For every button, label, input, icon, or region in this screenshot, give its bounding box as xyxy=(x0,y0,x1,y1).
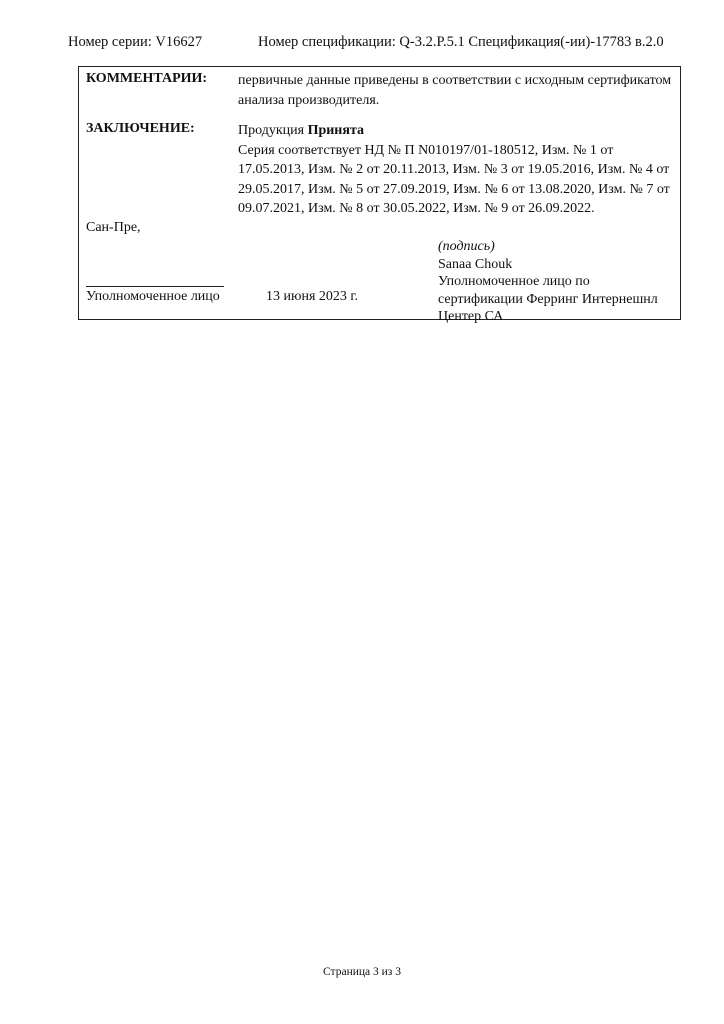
signature-place: Сан-Пре, xyxy=(86,220,141,235)
signer-name: Sanaa Chouk xyxy=(438,256,513,272)
certificate-box xyxy=(78,66,681,324)
product-status: Принята xyxy=(307,123,364,138)
signer-block xyxy=(438,238,678,326)
comments-text: первичные данные приведены в соответствии с исходным сертификатом анализа производителя. xyxy=(238,73,672,108)
page-header xyxy=(68,34,678,54)
signature-date: 13 июня 2023 г. xyxy=(266,289,359,304)
signature-line xyxy=(86,286,224,287)
product-status-line xyxy=(238,121,678,141)
comments-label: КОММЕНТАРИИ: xyxy=(86,71,208,86)
spec-number: Номер спецификации: Q-3.2.P.5.1 Спецификация(-ии)-17783 в.2.0 xyxy=(258,34,664,50)
series-number: Номер серии: V16627 xyxy=(68,34,203,50)
conclusion-label: ЗАКЛЮЧЕНИЕ: xyxy=(86,121,195,136)
conformity-text: Серия соответствует НД № П N010197/01-180512, Изм. № 1 от 17.05.2013, Изм. № 2 от 20.11.2013, Изм. № 3 от 19.05.2016, Изм. № 4 от 29.05.2017, Изм. № 5 от 27.09.2019, Изм. № 6 от 13.08.2020, Изм. № 7 от 09.07.2021, Изм. № 8 от 30.05.2022, Изм. № 9 от 26.09.2022. xyxy=(238,142,670,216)
signature-note: (подпись) xyxy=(438,239,495,254)
page-number: Страница 3 из 3 xyxy=(323,966,401,978)
signer-role-label: Уполномоченное лицо xyxy=(86,289,220,304)
conclusion-text xyxy=(238,121,678,219)
signer-title: Уполномоченное лицо по сертификации Ферринг Интернешнл Центер СА xyxy=(438,274,658,324)
product-prefix: Продукция xyxy=(238,123,308,138)
